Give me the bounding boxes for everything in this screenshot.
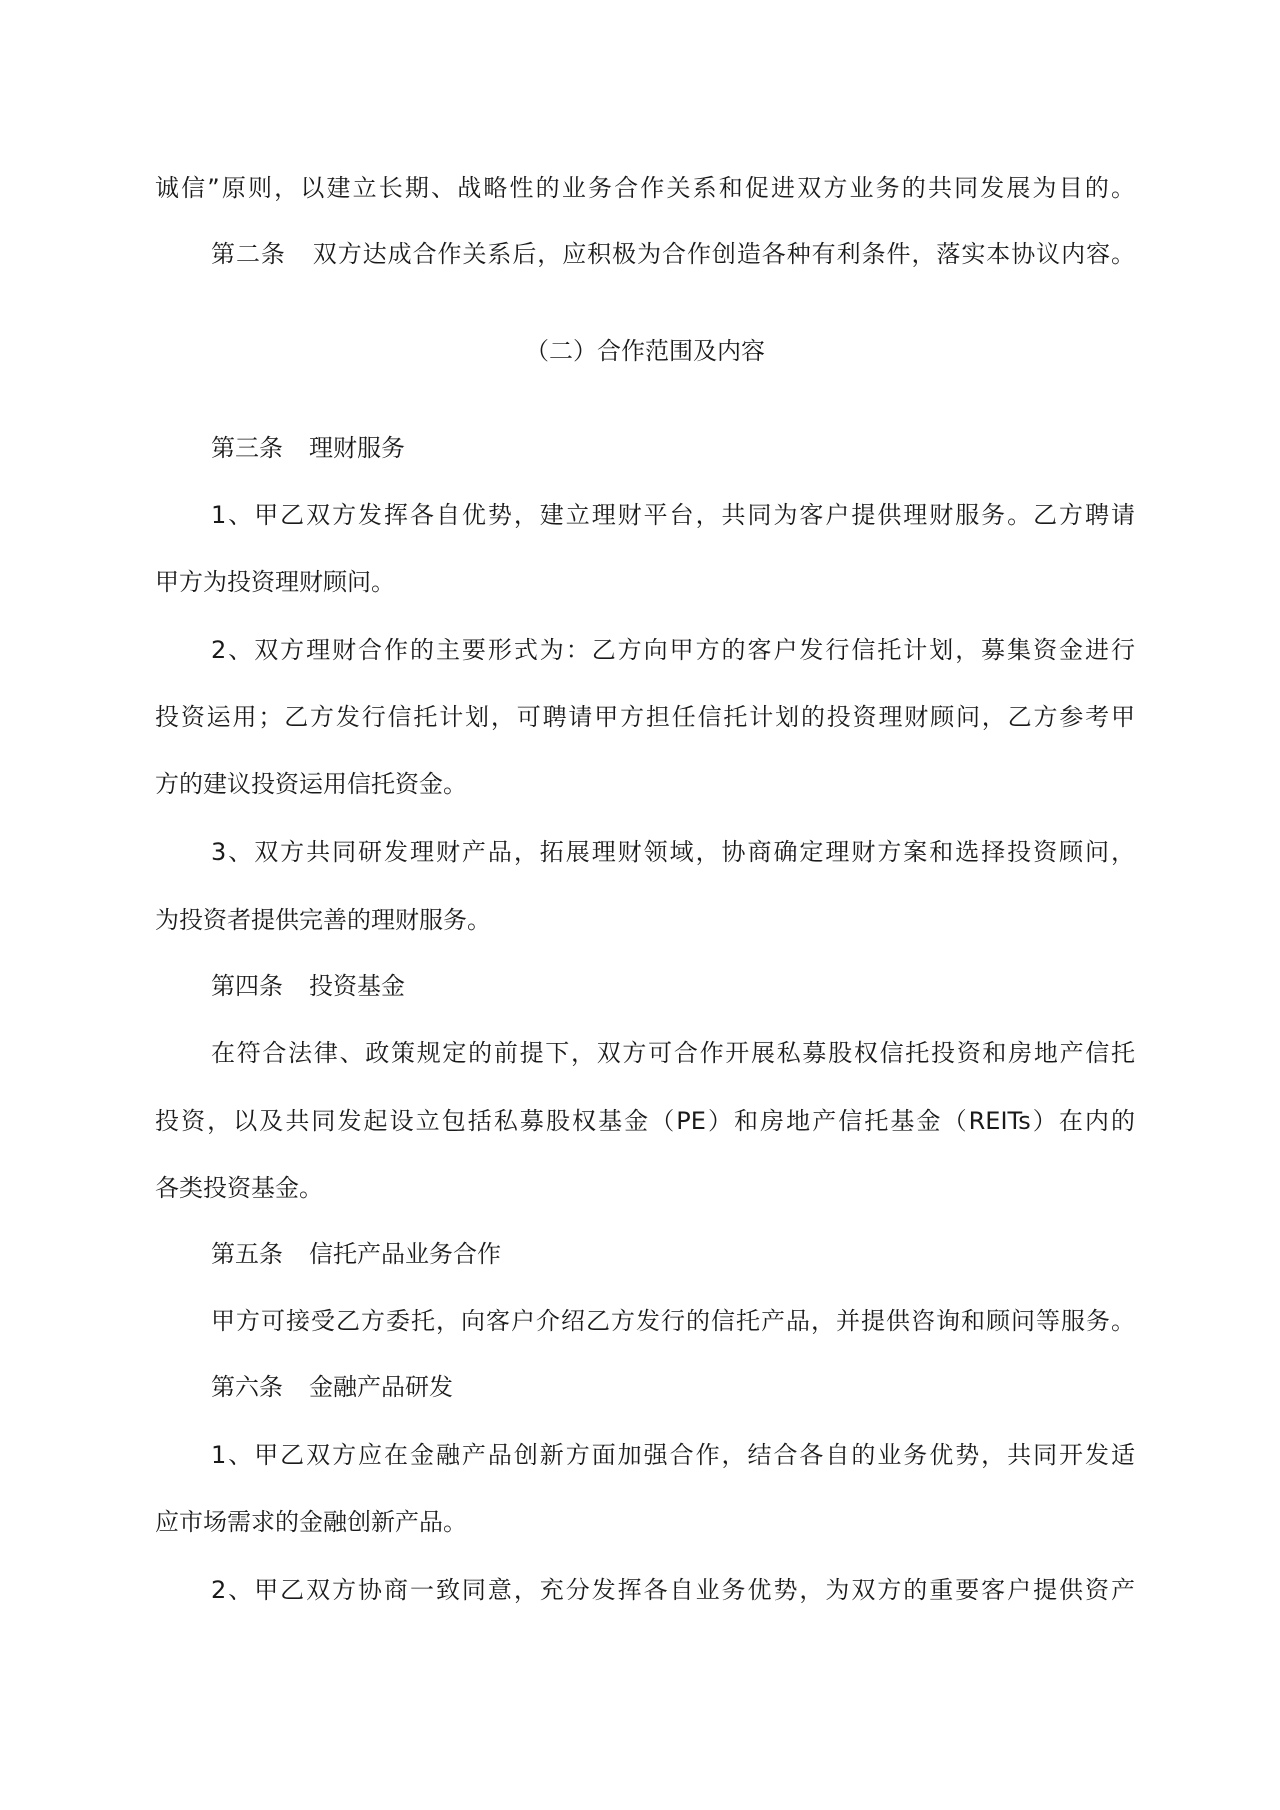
section-title: （二）合作范围及内容 xyxy=(525,337,765,365)
paragraph-line xyxy=(155,633,1135,667)
paragraph-line xyxy=(155,498,1135,532)
line-text: 诚信”原则，以建立长期、战略性的业务合作关系和促进双方业务的共同发展为目的。 xyxy=(155,174,1135,202)
line-text: 为投资者提供完善的理财服务。 xyxy=(155,906,491,934)
paragraph-line xyxy=(155,1438,1135,1472)
paragraph-line xyxy=(155,1573,1135,1607)
paragraph-line xyxy=(155,700,1135,734)
line-text: 应市场需求的金融创新产品。 xyxy=(155,1508,467,1536)
paragraph-line xyxy=(155,1171,1135,1205)
paragraph-line xyxy=(155,1505,1135,1539)
article-number: 第三条 xyxy=(211,434,283,462)
line-text: 甲方可接受乙方委托，向客户介绍乙方发行的信托产品，并提供咨询和顾问等服务。 xyxy=(211,1307,1135,1335)
paragraph-line xyxy=(155,1104,1135,1138)
paragraph-line xyxy=(155,767,1135,801)
article-number: 第四条 xyxy=(211,972,283,1000)
paragraph-line xyxy=(155,903,1135,937)
line-text: 各类投资基金。 xyxy=(155,1174,323,1202)
article-number: 第二条 xyxy=(211,240,286,268)
paragraph-line xyxy=(155,1036,1135,1070)
line-text: 3、双方共同研发理财产品，拓展理财领域，协商确定理财方案和选择投资顾问， xyxy=(211,838,1135,866)
line-text: 双方达成合作关系后，应积极为合作创造各种有利条件，落实本协议内容。 xyxy=(311,240,1135,268)
paragraph-line xyxy=(155,835,1135,869)
paragraph-line xyxy=(155,171,1135,205)
line-text: 甲方为投资理财顾问。 xyxy=(155,568,395,596)
line-text: 1、甲乙双方应在金融产品创新方面加强合作，结合各自的业务优势，共同开发适 xyxy=(211,1441,1135,1469)
line-text: 1、甲乙双方发挥各自优势，建立理财平台，共同为客户提供理财服务。乙方聘请 xyxy=(211,501,1135,529)
article-number: 第五条 xyxy=(211,1240,283,1268)
paragraph-line xyxy=(155,1304,1135,1338)
line-text: 2、双方理财合作的主要形式为：乙方向甲方的客户发行信托计划，募集资金进行 xyxy=(211,636,1135,664)
article-title: 信托产品业务合作 xyxy=(309,1240,501,1268)
line-text: 2、甲乙双方协商一致同意，充分发挥各自业务优势，为双方的重要客户提供资产 xyxy=(211,1576,1135,1604)
article-title: 金融产品研发 xyxy=(309,1373,453,1401)
section-heading xyxy=(155,334,1135,368)
article-5-heading xyxy=(155,1237,1135,1271)
article-number: 第六条 xyxy=(211,1373,283,1401)
article-title: 理财服务 xyxy=(309,434,405,462)
line-text: 在符合法律、政策规定的前提下，双方可合作开展私募股权信托投资和房地产信托 xyxy=(211,1039,1135,1067)
article-2-line xyxy=(155,237,1135,271)
line-text: 投资，以及共同发起设立包括私募股权基金（PE）和房地产信托基金（REITs）在内的 xyxy=(155,1107,1135,1135)
article-6-heading xyxy=(155,1370,1135,1404)
article-title: 投资基金 xyxy=(309,972,405,1000)
paragraph-line xyxy=(155,565,1135,599)
article-3-heading xyxy=(155,431,1135,465)
article-4-heading xyxy=(155,969,1135,1003)
line-text: 方的建议投资运用信托资金。 xyxy=(155,770,467,798)
line-text: 投资运用；乙方发行信托计划，可聘请甲方担任信托计划的投资理财顾问，乙方参考甲 xyxy=(155,703,1135,731)
